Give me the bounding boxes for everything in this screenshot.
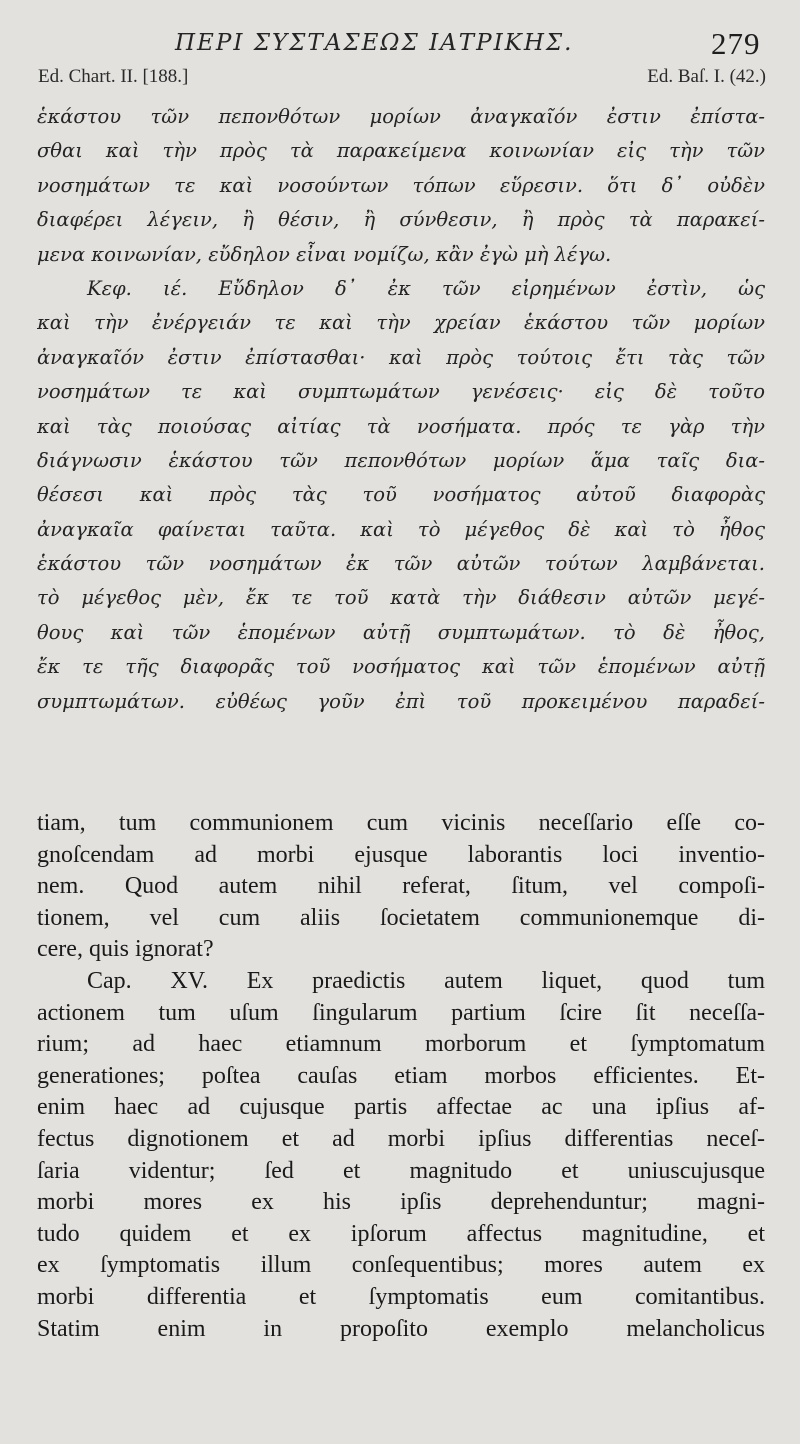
- latin-line: Statim enim in propoſito exemplo melancholicus: [37, 1315, 765, 1342]
- greek-text-column: [37, 100, 765, 719]
- greek-line: ἀναγκαῖα φαίνεται ταῦτα. καὶ τὸ μέγεθος δὲ καὶ τὸ ἦθος: [37, 517, 765, 541]
- greek-line: καὶ τὰς ποιούσας αἰτίας τὰ νοσήματα. πρός τε γὰρ τὴν: [37, 414, 765, 438]
- latin-line: ſaria videntur; ſed et magnitudo et uniuscujusque: [37, 1157, 765, 1184]
- greek-line: ἀναγκαῖόν ἐστιν ἐπίστασθαι· καὶ πρὸς τούτοις ἔτι τὰς τῶν: [37, 345, 765, 369]
- greek-line: νοσημάτων τε καὶ συμπτωμάτων γενέσεις· εἰς δὲ τοῦτο: [37, 380, 765, 404]
- greek-line: τὸ μέγεθος μὲν, ἔκ τε τοῦ κατὰ τὴν διάθεσιν αὐτῶν μεγέ-: [37, 586, 765, 610]
- greek-line: νοσημάτων τε καὶ νοσούντων τόπων εὕρεσιν. ὅτι δ᾽ οὐδὲν: [37, 173, 765, 197]
- latin-line: morbi differentia et ſymptomatis eum comitantibus.: [37, 1283, 765, 1310]
- latin-line: nem. Quod autem nihil referat, ſitum, vel compoſi-: [37, 873, 765, 900]
- greek-line: θους καὶ τῶν ἑπομένων αὐτῇ συμπτωμάτων. τὸ δὲ ἦθος,: [37, 620, 765, 644]
- latin-line: tudo quidem et ex ipſorum affectus magnitudine, et: [37, 1220, 765, 1247]
- latin-line: tiam, tum communionem cum vicinis neceſſario eſſe co-: [37, 810, 765, 836]
- greek-line: θέσεσι καὶ πρὸς τὰς τοῦ νοσήματος αὐτοῦ διαφορὰς: [37, 483, 765, 507]
- latin-line: fectus dignotionem et ad morbi ipſius differentias neceſ-: [37, 1125, 765, 1152]
- latin-line: gnoſcendam ad morbi ejusque laborantis loci inventio-: [37, 841, 765, 868]
- latin-line: morbi mores ex his ipſis deprehenduntur; magni-: [37, 1189, 765, 1216]
- greek-line: σθαι καὶ τὴν πρὸς τὰ παρακείμενα κοινωνίαν εἰς τὴν τῶν: [37, 139, 765, 163]
- latin-chapter-heading-line: Cap. XV. Ex praedictis autem liquet, quod tum: [87, 967, 765, 994]
- greek-line: καὶ τὴν ἐνέργειάν τε καὶ τὴν χρείαν ἑκάστου τῶν μορίων: [37, 311, 765, 335]
- latin-line: ex ſymptomatis illum conſequentibus; mores autem ex: [37, 1252, 765, 1279]
- greek-line: ἑκάστου τῶν πεπονθότων μορίων ἀναγκαῖόν ἐστιν ἐπίστα-: [37, 105, 765, 128]
- latin-line: generationes; poſtea cauſas etiam morbos efficientes. Et-: [37, 1062, 765, 1089]
- latin-line: actionem tum uſum ſingularum partium ſcire ſit neceſſa-: [37, 999, 765, 1026]
- greek-chapter-heading-line: Κεφ. ιέ. Εὔδηλον δ᾽ ἐκ τῶν εἰρημένων ἐστὶν, ὡς: [87, 276, 765, 300]
- greek-line: συμπτωμάτων. εὐθέως γοῦν ἐπὶ τοῦ προκειμένου παραδεί-: [37, 689, 765, 713]
- latin-line: enim haec ad cujusque partis affectae ac una ipſius af-: [37, 1094, 765, 1121]
- running-title: ΠΕΡΙ ΣΥΣΤΑΣΕΩΣ ΙΑΤΡΙΚΗΣ.: [175, 30, 574, 56]
- latin-text-column: [37, 808, 765, 1345]
- latin-line: tionem, vel cum aliis ſocietatem communionemque di-: [37, 904, 765, 931]
- page-number: 279: [711, 26, 761, 61]
- greek-line: διαφέρει λέγειν, ἢ θέσιν, ἢ σύνθεσιν, ἢ πρὸς τὰ παρακεί-: [37, 208, 765, 232]
- greek-line: μενα κοινωνίαν, εὔδηλον εἶναι νομίζω, κἂν ἐγὼ μὴ λέγω.: [37, 242, 612, 266]
- edition-basel-reference: Ed. Baſ. I. (42.): [647, 66, 766, 87]
- greek-line: ἑκάστου τῶν νοσημάτων ἐκ τῶν αὐτῶν τούτων λαμβάνεται.: [37, 552, 765, 576]
- latin-line: cere, quis ignorat?: [37, 936, 214, 963]
- latin-line: rium; ad haec etiamnum morborum et ſymptomatum: [37, 1031, 765, 1058]
- running-head: [0, 26, 800, 66]
- greek-line: διάγνωσιν ἑκάστου τῶν πεπονθότων μορίων ἅμα ταῖς δια-: [37, 448, 765, 472]
- edition-chartier-reference: Ed. Chart. II. [188.]: [38, 66, 189, 87]
- edition-references: [38, 66, 766, 96]
- greek-line: ἔκ τε τῆς διαφορᾶς τοῦ νοσήματος καὶ τῶν ἑπομένων αὐτῇ: [37, 655, 765, 679]
